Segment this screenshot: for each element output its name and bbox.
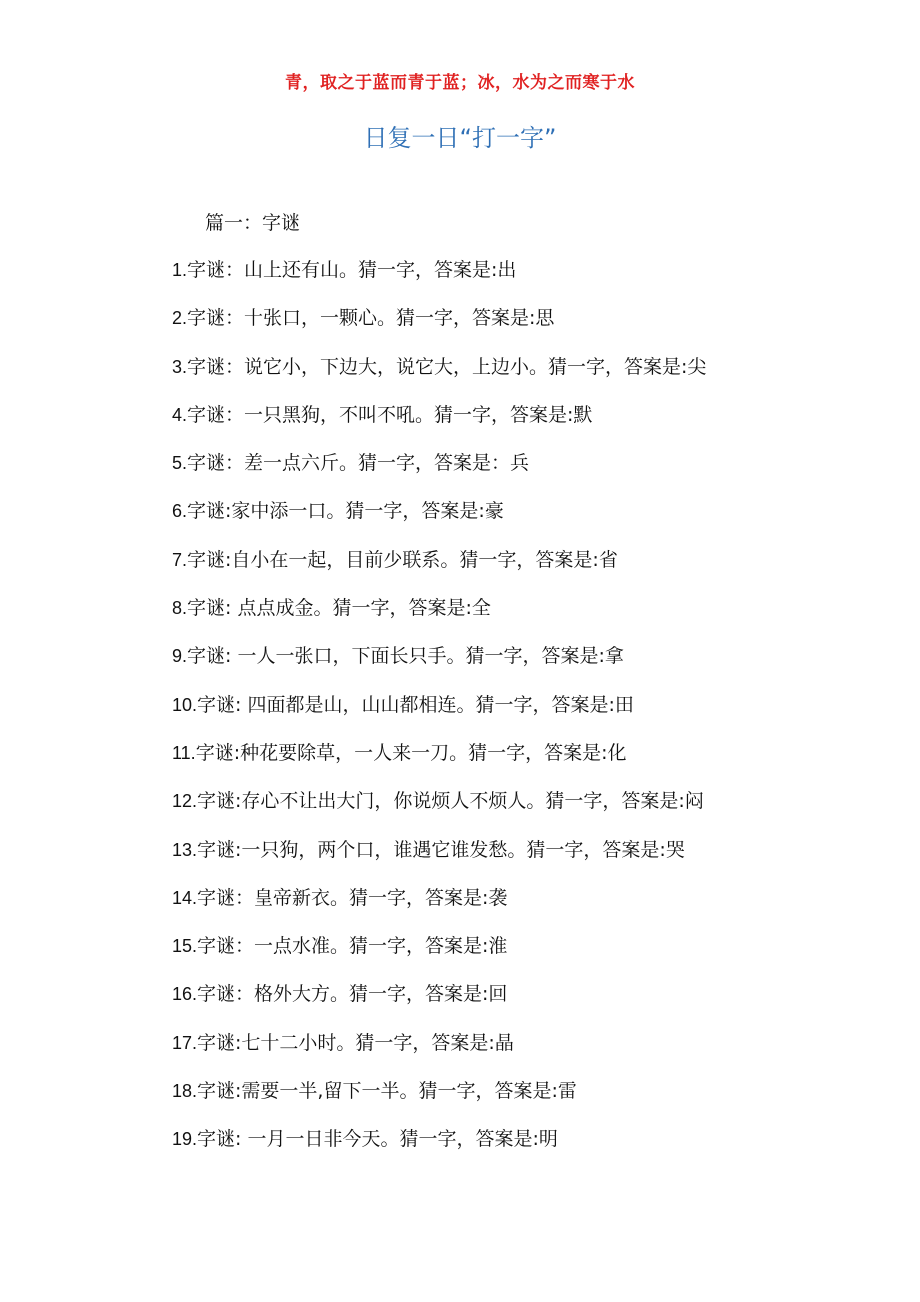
riddle-text: 字谜：差一点六斤。猜一字，答案是：兵 [187,452,530,475]
riddle-item [172,883,892,931]
riddle-number: 17. [172,1032,198,1053]
riddle-text: 字谜:自小在一起，目前少联系。猜一字，答案是:省 [187,548,618,571]
riddle-number: 1. [172,260,188,280]
section-heading: 篇一：字谜 [205,212,301,234]
riddle-number: 13. [172,839,198,860]
riddle-number: 16. [172,984,198,1005]
riddle-text: 字谜：皇帝新衣。猜一字，答案是:袭 [197,886,508,909]
riddle-number: 11. [172,742,196,763]
riddle-text: 字谜：格外大方。猜一字，答案是:回 [197,983,508,1006]
riddle-text: 字谜：说它小，下边大，说它大，上边小。猜一字，答案是:尖 [187,355,707,378]
riddle-number: 7. [172,549,188,570]
riddle-number: 2. [172,308,188,329]
riddle-text: 字谜: 四面都是山，山山都相连。猜一字，答案是:田 [197,693,634,716]
riddle-text: 字谜:需要一半,留下一半。猜一字，答案是:雷 [197,1080,577,1103]
riddle-item [172,352,892,400]
riddle-number: 18. [172,1081,198,1102]
riddle-item [172,786,892,834]
riddle-item [172,545,892,593]
riddle-list [172,255,892,1173]
riddle-text: 字谜：山上还有山。猜一字，答案是:出 [187,259,517,281]
riddle-text: 字谜:家中添一口。猜一字，答案是:豪 [187,500,504,523]
riddle-item [172,303,892,351]
riddle-text: 字谜：一点水准。猜一字，答案是:淮 [197,935,508,958]
riddle-number: 8. [172,598,188,619]
riddle-item [172,641,892,689]
riddle-text: 字谜:种花要除草，一人来一刀。猜一字，答案是:化 [195,741,627,764]
riddle-number: 3. [172,356,188,377]
riddle-number: 4. [172,404,188,425]
riddle-item [172,738,892,786]
riddle-item [172,448,892,496]
document-title: 日复一日“打一字” [363,124,557,152]
riddle-number: 6. [172,501,188,522]
riddle-item [172,1028,892,1076]
riddle-item [172,255,892,303]
riddle-item [172,1124,892,1172]
riddle-item [172,931,892,979]
riddle-number: 10. [172,694,198,715]
riddle-number: 19. [172,1129,198,1150]
riddle-number: 14. [172,887,198,908]
riddle-item [172,690,892,738]
riddle-number: 5. [172,453,188,474]
riddle-item [172,496,892,544]
riddle-item [172,835,892,883]
riddle-text: 字谜：十张口，一颗心。猜一字，答案是:思 [187,307,555,330]
riddle-text: 字谜：一只黑狗，不叫不吼。猜一字，答案是:默 [187,403,593,426]
riddle-text: 字谜: 点点成金。猜一字，答案是:全 [187,597,491,620]
riddle-item [172,979,892,1027]
riddle-text: 字谜:七十二小时。猜一字，答案是:晶 [197,1031,514,1054]
riddle-text: 字谜:存心不让出大门，你说烦人不烦人。猜一字，答案是:闷 [197,790,704,813]
riddle-text: 字谜: 一月一日非今天。猜一字，答案是:明 [197,1128,558,1151]
riddle-text: 字谜: 一人一张口，下面长只手。猜一字，答案是:拿 [187,645,624,668]
riddle-item [172,400,892,448]
riddle-number: 12. [172,791,198,812]
riddle-number: 15. [172,936,198,957]
riddle-text: 字谜:一只狗，两个口，谁遇它谁发愁。猜一字，答案是:哭 [197,838,685,861]
riddle-item [172,593,892,641]
riddle-item [172,1076,892,1124]
riddle-number: 9. [172,646,188,667]
motto-header: 青，取之于蓝而青于蓝；冰，水为之而寒于水 [285,73,635,93]
